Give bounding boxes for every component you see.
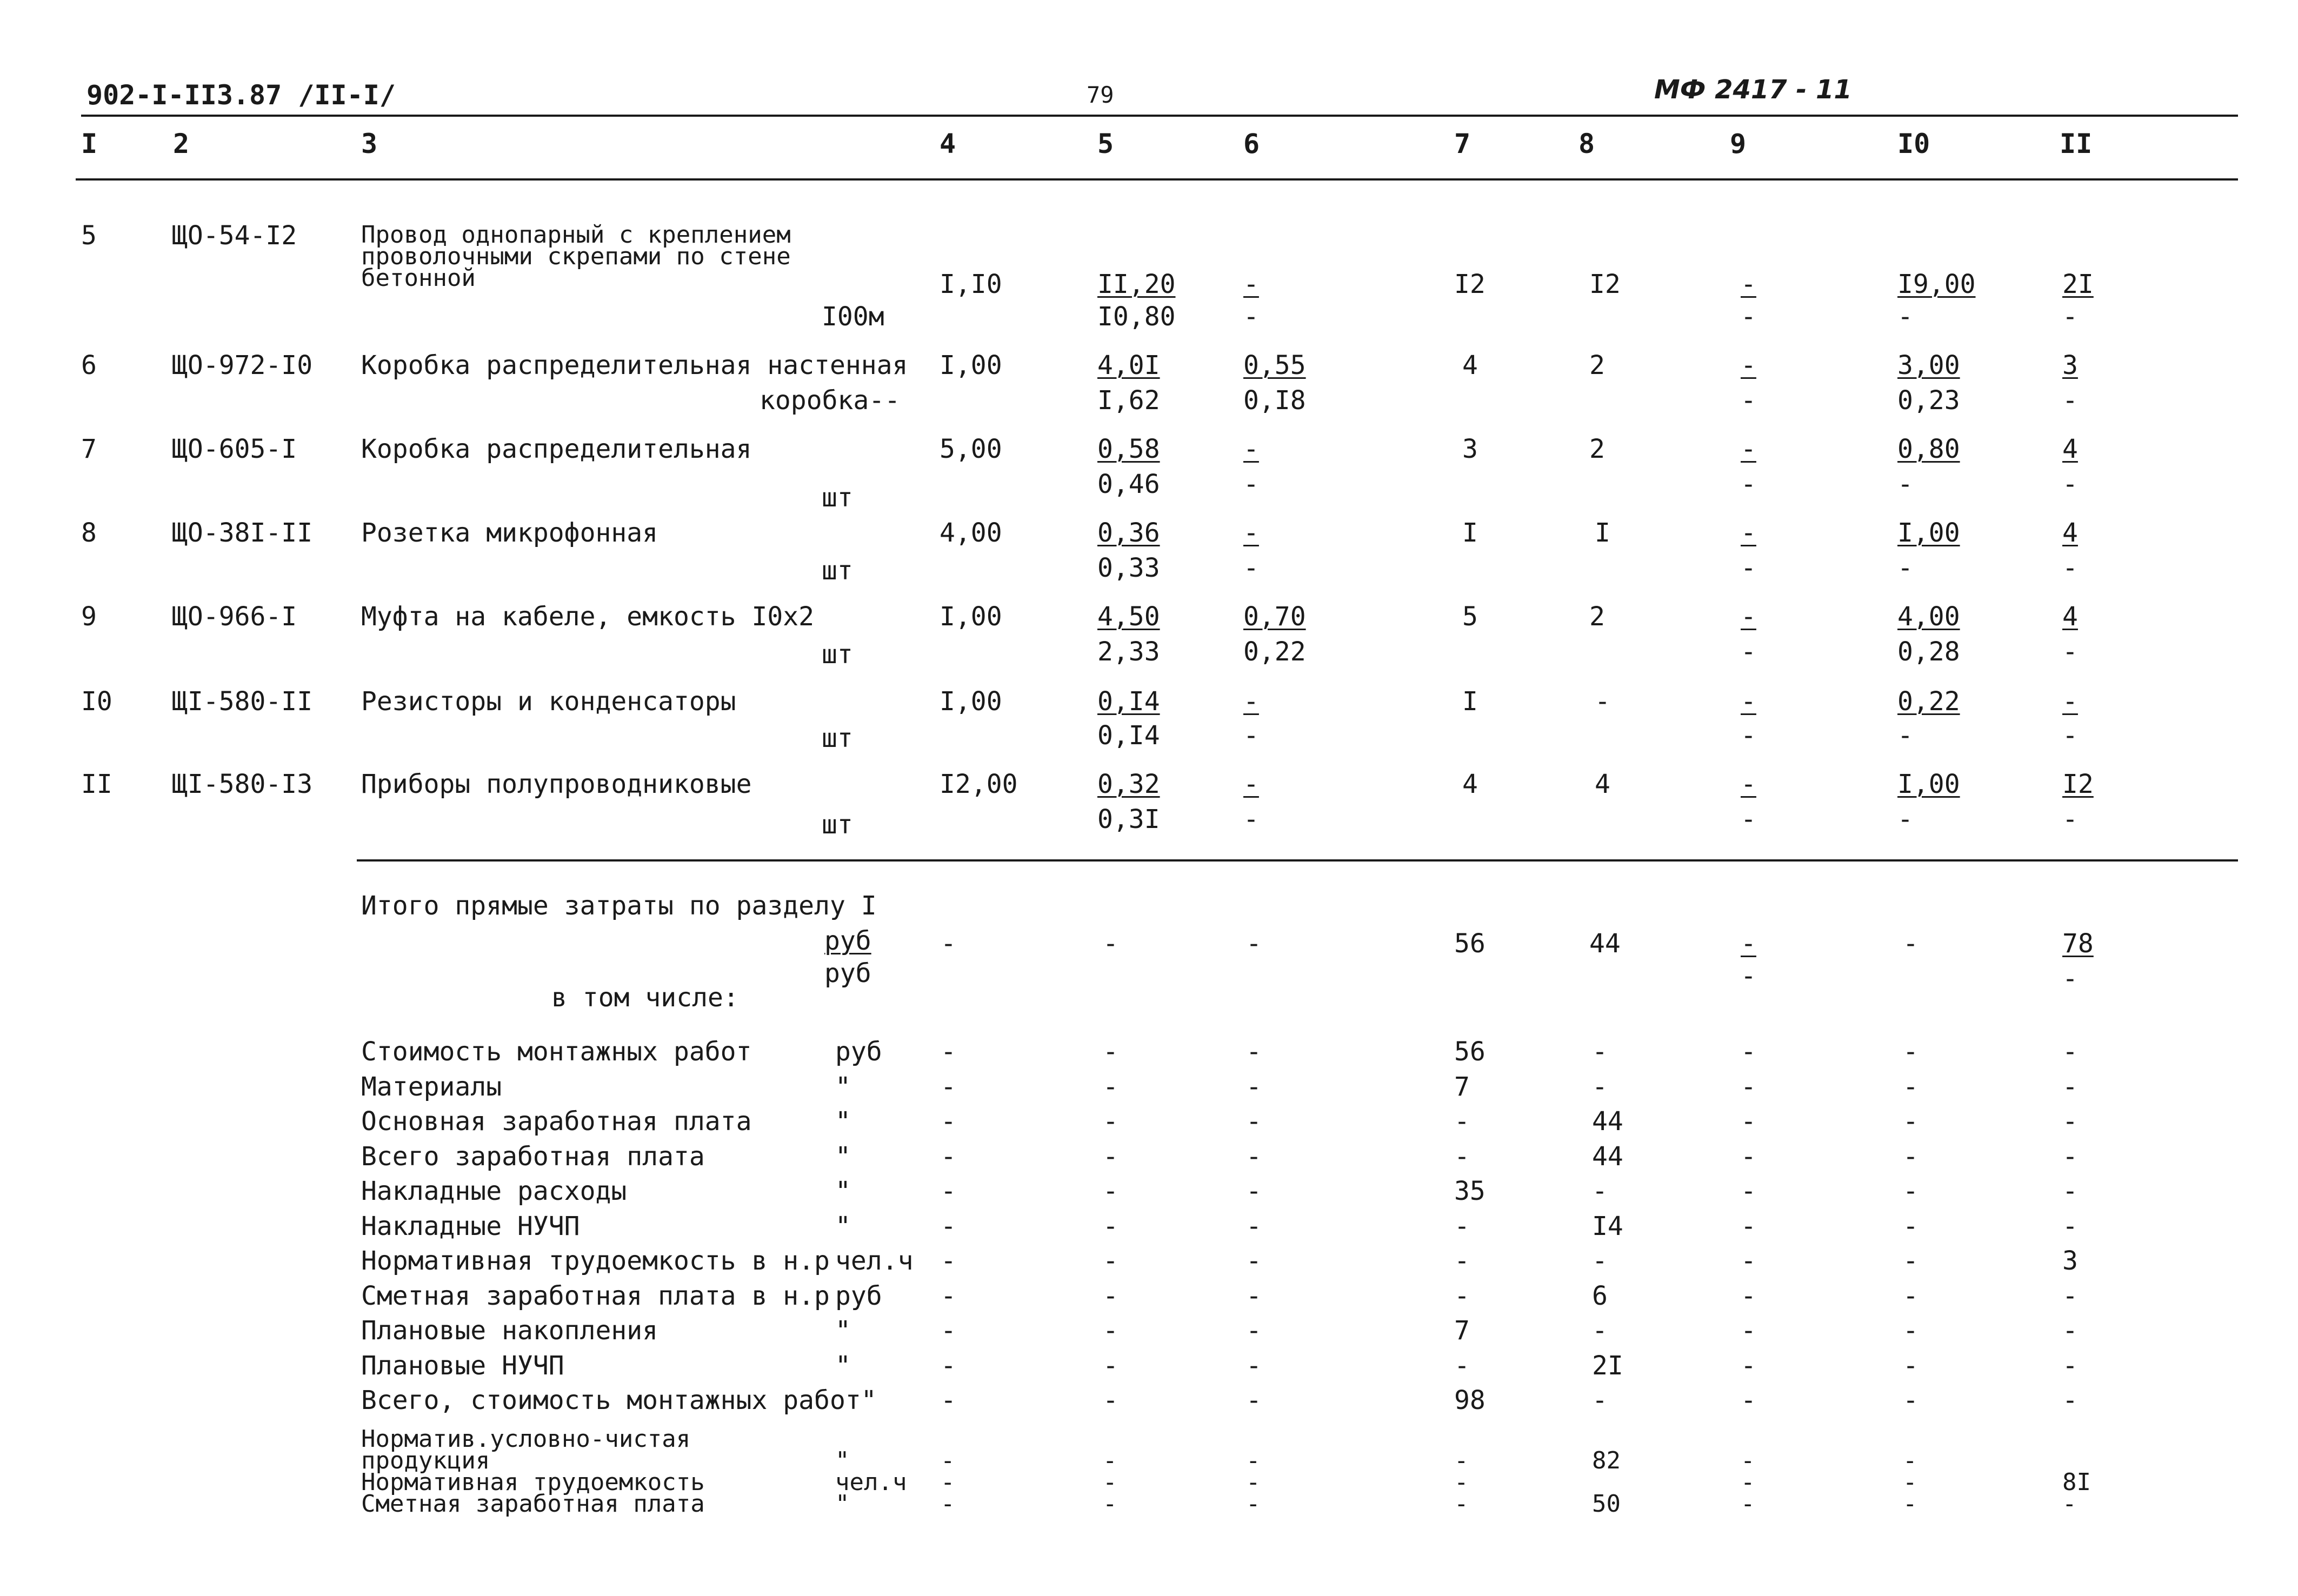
- value-top: 0,58: [1097, 434, 1160, 464]
- value: -: [1903, 929, 1919, 959]
- value: -: [1246, 1141, 1262, 1172]
- value: I2: [1589, 269, 1621, 299]
- summary-unit: руб: [835, 1280, 882, 1311]
- quantity: 5,00: [940, 434, 1002, 464]
- value: -: [2062, 1176, 2078, 1206]
- value: -: [1741, 1385, 1756, 1415]
- item-name-line: Розетка микрофонная: [361, 518, 658, 548]
- value: -: [941, 1447, 955, 1474]
- summary-label: Нормативная трудоемкость в н.р: [361, 1246, 830, 1276]
- value-bottom: -: [1897, 469, 1913, 499]
- value: -: [1903, 1280, 1919, 1311]
- price-code: ЩI-580-I3: [172, 769, 313, 799]
- column-number: 5: [1097, 128, 1114, 159]
- value-top: 4: [2062, 518, 2078, 548]
- summary-unit: ": [835, 1350, 851, 1381]
- value: -: [1103, 1176, 1118, 1206]
- value: -: [1454, 1141, 1470, 1172]
- value-top: -: [1243, 518, 1259, 548]
- value-bottom: -: [1243, 469, 1259, 499]
- value: -: [1103, 1106, 1118, 1137]
- value: -: [1103, 1385, 1118, 1415]
- header-top-rule: [81, 115, 2238, 117]
- value-bottom: I,62: [1097, 385, 1160, 416]
- value: -: [1903, 1350, 1919, 1381]
- value-bottom: 0,I8: [1243, 385, 1306, 416]
- quantity: I2,00: [940, 769, 1018, 799]
- column-number: 7: [1454, 128, 1471, 159]
- value: 2I: [1592, 1350, 1623, 1381]
- value-bottom: 0,22: [1243, 637, 1306, 667]
- page-number: 79: [1087, 82, 1114, 108]
- row-number: II: [81, 769, 112, 799]
- item-name-line: Резисторы и конденсаторы: [361, 686, 736, 717]
- value-bottom: 0,3I: [1097, 804, 1160, 834]
- value: 3: [1462, 434, 1478, 464]
- value-bottom: -: [1897, 302, 1913, 332]
- value-bottom: -: [1741, 804, 1756, 834]
- value: 2: [1589, 434, 1605, 464]
- summary-unit: ": [835, 1211, 851, 1241]
- value: -: [1246, 1385, 1262, 1415]
- value-top: -: [1741, 602, 1756, 632]
- row-number: 8: [81, 518, 97, 548]
- price-code: ЩО-966-I: [172, 602, 297, 632]
- value: -: [941, 1468, 955, 1496]
- value: -: [2062, 1141, 2078, 1172]
- value: -: [1903, 1071, 1919, 1102]
- value-top: 0,I4: [1097, 686, 1160, 717]
- row-number: 7: [81, 434, 97, 464]
- value-top: 0,55: [1243, 350, 1306, 380]
- value-top: I9,00: [1897, 269, 1976, 299]
- value: -: [1103, 1211, 1118, 1241]
- value: 44: [1592, 1141, 1623, 1172]
- value: -: [1454, 1468, 1469, 1496]
- section-divider: [357, 859, 2238, 862]
- value: -: [1454, 1350, 1470, 1381]
- item-name-line: проволочными скрепами по стене: [361, 243, 791, 270]
- value: -: [1592, 1246, 1608, 1276]
- value-top: -: [1243, 686, 1259, 717]
- value: -: [2062, 1106, 2078, 1137]
- summary-unit: руб: [835, 1037, 882, 1067]
- value: -: [2062, 1280, 2078, 1311]
- quantity: 4,00: [940, 518, 1002, 548]
- value: -: [1454, 1447, 1469, 1474]
- value: -: [1903, 1468, 1917, 1496]
- value: -: [1903, 1246, 1919, 1276]
- value-bottom: -: [1897, 804, 1913, 834]
- item-name-line: Приборы полупроводниковые: [361, 769, 752, 799]
- value-top: 3: [2062, 350, 2078, 380]
- item-name-line: Провод однопарный с креплением: [361, 221, 791, 249]
- value-bottom: -: [1741, 720, 1756, 751]
- totals-unit-bottom: руб: [824, 958, 871, 989]
- value: -: [2062, 1385, 2078, 1415]
- value-bottom: -: [1741, 961, 1756, 991]
- value-top: 0,36: [1097, 518, 1160, 548]
- price-code: ЩI-580-II: [172, 686, 313, 717]
- value: -: [941, 1141, 956, 1172]
- value-bottom: -: [2062, 804, 2078, 834]
- value: -: [1454, 1106, 1470, 1137]
- value: -: [941, 1037, 956, 1067]
- value: -: [1903, 1315, 1919, 1346]
- value-top: -: [1741, 434, 1756, 464]
- summary-unit: ": [835, 1447, 850, 1474]
- item-name-line: Муфта на кабеле, емкость I0x2: [361, 602, 815, 632]
- value: -: [941, 1211, 956, 1241]
- value-top: 4: [2062, 602, 2078, 632]
- value: -: [1903, 1211, 1919, 1241]
- value: -: [1592, 1071, 1608, 1102]
- unit: шт: [822, 556, 853, 586]
- value-top: 78: [2062, 929, 2094, 959]
- value: -: [1741, 1071, 1756, 1102]
- value: -: [1246, 1280, 1262, 1311]
- value: -: [1741, 1246, 1756, 1276]
- value: -: [1246, 1211, 1262, 1241]
- value: -: [1903, 1141, 1919, 1172]
- value: 2: [1589, 602, 1605, 632]
- value: -: [1741, 1468, 1755, 1496]
- value: I4: [1592, 1211, 1623, 1241]
- value-bottom: -: [1741, 637, 1756, 667]
- value: 4: [1462, 350, 1478, 380]
- summary-label: Сметная заработная плата: [361, 1490, 705, 1518]
- unit: шт: [822, 723, 853, 753]
- column-number: 2: [173, 128, 190, 159]
- column-number: 6: [1243, 128, 1260, 159]
- value: -: [1741, 1106, 1756, 1137]
- value-top: I2: [2062, 769, 2094, 799]
- value-top: -: [1741, 929, 1756, 959]
- value: -: [1741, 1447, 1755, 1474]
- value-bottom: -: [1741, 553, 1756, 583]
- value-top: -: [1741, 769, 1756, 799]
- value-bottom: -: [1243, 720, 1259, 751]
- summary-label: Нормативная трудоемкость: [361, 1468, 705, 1496]
- value-top: I,00: [1897, 518, 1960, 548]
- value: 2: [1589, 350, 1605, 380]
- value: -: [1246, 1315, 1262, 1346]
- value-bottom: -: [2062, 637, 2078, 667]
- value-bottom: -: [1243, 553, 1259, 583]
- value: 7: [1454, 1315, 1470, 1346]
- row-number: 9: [81, 602, 97, 632]
- value-bottom: -: [1741, 469, 1756, 499]
- summary-unit: ": [835, 1141, 851, 1172]
- summary-label: Всего заработная плата: [361, 1141, 705, 1172]
- value: -: [2062, 1211, 2078, 1241]
- value: -: [1903, 1490, 1917, 1518]
- value-bottom: -: [2062, 385, 2078, 416]
- value: -: [1103, 1350, 1118, 1381]
- value: -: [1741, 1176, 1756, 1206]
- value: -: [941, 1246, 956, 1276]
- value-top: -: [1243, 769, 1259, 799]
- column-number: II: [2060, 128, 2093, 159]
- value: -: [1246, 1490, 1261, 1518]
- value: -: [1103, 1468, 1117, 1496]
- unit: шт: [822, 810, 853, 840]
- value-bottom: -: [2062, 553, 2078, 583]
- value: -: [1741, 1350, 1756, 1381]
- value-top: -: [1243, 434, 1259, 464]
- value: -: [2062, 1037, 2078, 1067]
- value-top: 4: [2062, 434, 2078, 464]
- value: -: [2062, 1490, 2077, 1518]
- value: -: [1103, 1037, 1118, 1067]
- value: -: [1103, 1490, 1117, 1518]
- column-number: 9: [1730, 128, 1747, 159]
- value: -: [1103, 1447, 1117, 1474]
- totals-unit-top: руб: [824, 926, 871, 956]
- value-bottom: 0,46: [1097, 469, 1160, 499]
- value: 4: [1462, 769, 1478, 799]
- value-top: 4,00: [1897, 602, 1960, 632]
- value-bottom: -: [2062, 720, 2078, 751]
- value-bottom: -: [1243, 302, 1259, 332]
- quantity: I,00: [940, 350, 1002, 380]
- item-name-line: Коробка распределительная настенная: [361, 350, 908, 380]
- value: -: [1103, 929, 1118, 959]
- value: -: [1103, 1071, 1118, 1102]
- unit: I00м: [822, 302, 884, 332]
- value: I2: [1454, 269, 1486, 299]
- value: -: [1103, 1315, 1118, 1346]
- summary-unit: ": [835, 1490, 850, 1518]
- value-top: 0,32: [1097, 769, 1160, 799]
- price-code: ЩО-972-I0: [172, 350, 313, 380]
- value: 4: [1595, 769, 1610, 799]
- value-bottom: -: [2062, 302, 2078, 332]
- value-bottom: -: [1897, 720, 1913, 751]
- value: -: [1741, 1141, 1756, 1172]
- summary-label: Плановые НУЧП: [361, 1350, 564, 1381]
- summary-label: Норматив.условно-чистая: [361, 1425, 691, 1453]
- value: -: [941, 929, 956, 959]
- value: -: [1246, 1350, 1262, 1381]
- value: 5: [1462, 602, 1478, 632]
- value-top: -: [1243, 269, 1259, 299]
- row-number: I0: [81, 686, 112, 717]
- item-name-line: Коробка распределительная: [361, 434, 752, 464]
- value: -: [1103, 1280, 1118, 1311]
- value-bottom: -: [2062, 964, 2078, 994]
- summary-label: Накладные НУЧП: [361, 1211, 580, 1241]
- value: -: [2062, 1350, 2078, 1381]
- unit: коробка--: [760, 385, 901, 416]
- value-top: 3,00: [1897, 350, 1960, 380]
- value: -: [1592, 1315, 1608, 1346]
- value-top: II,20: [1097, 269, 1176, 299]
- summary-unit: ": [835, 1071, 851, 1102]
- value: -: [1903, 1176, 1919, 1206]
- column-number: I0: [1897, 128, 1930, 159]
- value: I: [1595, 518, 1610, 548]
- column-number: 8: [1578, 128, 1595, 159]
- value-top: -: [1741, 686, 1756, 717]
- summary-unit: чел.ч: [835, 1468, 907, 1496]
- summary-unit: ": [835, 1315, 851, 1346]
- value: -: [1903, 1106, 1919, 1137]
- header-bottom-rule: [76, 178, 2238, 181]
- value-top: -: [1741, 518, 1756, 548]
- value-top: 0,70: [1243, 602, 1306, 632]
- value-bottom: -: [1897, 553, 1913, 583]
- price-code: ЩО-54-I2: [172, 221, 297, 251]
- value-top: -: [1741, 350, 1756, 380]
- column-number: 3: [361, 128, 378, 159]
- summary-label: Основная заработная плата: [361, 1106, 752, 1137]
- summary-unit: чел.ч: [835, 1246, 914, 1276]
- value-top: -: [2062, 686, 2078, 717]
- value: -: [1454, 1246, 1470, 1276]
- value: -: [1246, 1071, 1262, 1102]
- value: 50: [1592, 1490, 1621, 1518]
- value: -: [941, 1106, 956, 1137]
- column-number: I: [81, 128, 98, 159]
- summary-label: Плановые накопления: [361, 1315, 658, 1346]
- summary-label: Стоимость монтажных работ: [361, 1037, 752, 1067]
- value-top: -: [1741, 269, 1756, 299]
- value: 98: [1454, 1385, 1486, 1415]
- value: -: [1454, 1211, 1470, 1241]
- value: 8I: [2062, 1468, 2091, 1496]
- value: -: [1592, 1037, 1608, 1067]
- value: -: [941, 1490, 955, 1518]
- value-bottom: 0,23: [1897, 385, 1960, 416]
- value: -: [1903, 1385, 1919, 1415]
- value: -: [1595, 686, 1610, 717]
- quantity: I,I0: [940, 269, 1002, 299]
- value: -: [1246, 1468, 1261, 1496]
- row-number: 6: [81, 350, 97, 380]
- value-top: 4,50: [1097, 602, 1160, 632]
- value: 3: [2062, 1246, 2078, 1276]
- value: 35: [1454, 1176, 1486, 1206]
- value-top: 4,0I: [1097, 350, 1160, 380]
- value-top: 0,80: [1897, 434, 1960, 464]
- value: -: [941, 1385, 956, 1415]
- value: 44: [1592, 1106, 1623, 1137]
- value: 44: [1589, 929, 1621, 959]
- value-bottom: -: [1243, 804, 1259, 834]
- value-bottom: I0,80: [1097, 302, 1176, 332]
- summary-label: Материалы: [361, 1071, 502, 1102]
- value: -: [1741, 1037, 1756, 1067]
- row-number: 5: [81, 221, 97, 251]
- value: -: [2062, 1315, 2078, 1346]
- value: -: [1103, 1141, 1118, 1172]
- summary-label: Сметная заработная плата в н.р: [361, 1280, 830, 1311]
- document-code: 902-I-II3.87 /II-I/: [86, 79, 396, 111]
- value: -: [1592, 1385, 1608, 1415]
- value: -: [1246, 1037, 1262, 1067]
- value: -: [1103, 1246, 1118, 1276]
- value: -: [2062, 1071, 2078, 1102]
- value: -: [1741, 1490, 1755, 1518]
- value: 56: [1454, 1037, 1486, 1067]
- including-label: в том числе:: [551, 983, 739, 1013]
- value: -: [1246, 1246, 1262, 1276]
- summary-unit: ": [835, 1106, 851, 1137]
- value: 6: [1592, 1280, 1608, 1311]
- value: -: [1246, 1447, 1261, 1474]
- value-top: 2I: [2062, 269, 2094, 299]
- value: 82: [1592, 1447, 1621, 1474]
- value-bottom: -: [1741, 302, 1756, 332]
- value-bottom: -: [2062, 469, 2078, 499]
- value-bottom: -: [1741, 385, 1756, 416]
- value: -: [941, 1350, 956, 1381]
- value: I: [1462, 686, 1478, 717]
- value-bottom: 0,I4: [1097, 720, 1160, 751]
- totals-title: Итого прямые затраты по разделу I: [361, 891, 877, 921]
- value: -: [941, 1176, 956, 1206]
- value: -: [1741, 1211, 1756, 1241]
- column-number: 4: [940, 128, 956, 159]
- value: -: [1454, 1490, 1469, 1518]
- unit: шт: [822, 483, 853, 513]
- value-bottom: 2,33: [1097, 637, 1160, 667]
- summary-label: продукция: [361, 1447, 490, 1474]
- item-name-line: бетонной: [361, 264, 476, 292]
- value: -: [1246, 1106, 1262, 1137]
- summary-label: Всего, стоимость монтажных работ": [361, 1385, 877, 1415]
- quantity: I,00: [940, 602, 1002, 632]
- value: -: [941, 1280, 956, 1311]
- value: -: [1903, 1447, 1917, 1474]
- price-code: ЩО-38I-II: [172, 518, 313, 548]
- price-code: ЩО-605-I: [172, 434, 297, 464]
- archive-stamp: МФ 2417 - 11: [1654, 75, 1852, 105]
- value: -: [941, 1315, 956, 1346]
- quantity: I,00: [940, 686, 1002, 717]
- value: -: [941, 1071, 956, 1102]
- summary-unit: ": [835, 1176, 851, 1206]
- value: -: [1741, 1315, 1756, 1346]
- value: I: [1462, 518, 1478, 548]
- value: -: [1592, 1176, 1608, 1206]
- value: 56: [1454, 929, 1486, 959]
- unit: шт: [822, 639, 853, 670]
- value: -: [1454, 1280, 1470, 1311]
- value-top: 0,22: [1897, 686, 1960, 717]
- value: -: [1903, 1037, 1919, 1067]
- value: 7: [1454, 1071, 1470, 1102]
- value-bottom: 0,33: [1097, 553, 1160, 583]
- value: -: [1246, 1176, 1262, 1206]
- value: -: [1246, 929, 1262, 959]
- value-bottom: 0,28: [1897, 637, 1960, 667]
- value-top: I,00: [1897, 769, 1960, 799]
- value: -: [1741, 1280, 1756, 1311]
- summary-label: Накладные расходы: [361, 1176, 627, 1206]
